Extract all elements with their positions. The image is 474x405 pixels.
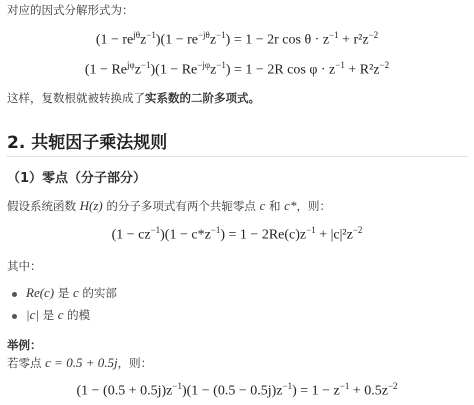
- superscript: −1: [339, 381, 350, 391]
- symbol-c-conjugate: c*: [284, 198, 297, 213]
- superscript: −1: [140, 60, 151, 70]
- intro-text: 对应的因式分解形式为：: [7, 3, 134, 17]
- bullet-math: |c|: [26, 307, 39, 322]
- superscript: −1: [146, 30, 156, 40]
- section-heading: 2. 共轭因子乘法规则: [7, 133, 168, 153]
- superscript: jφ: [127, 60, 135, 70]
- bullet-dot: [12, 314, 17, 319]
- bullet-item-real-part: [26, 285, 117, 301]
- assumption-text-4: ，则：: [296, 199, 331, 213]
- section-divider: [6, 156, 468, 157]
- superscript: −jθ: [197, 30, 210, 40]
- symbol-H: H(z): [79, 198, 103, 213]
- superscript: −1: [335, 60, 345, 70]
- superscript: −jφ: [197, 60, 211, 70]
- example-line: [7, 355, 152, 371]
- bullet-text: 是: [54, 286, 73, 300]
- subsection-heading: （1）零点（分子部分）: [7, 171, 147, 186]
- bullet-dot: [12, 292, 17, 297]
- superscript: −1: [150, 225, 161, 235]
- superscript: −1: [216, 60, 226, 70]
- superscript: −1: [282, 381, 293, 391]
- example-label: 举例：: [7, 338, 42, 352]
- summary-text: 这样，复数根就被转换成了: [7, 91, 145, 105]
- assumption-text-1: 假设系统函数: [7, 199, 80, 213]
- equation-factorization-r: $(1 - re^{j\theta}z^{-1})(1 - re^{-j\theta}z^{-1}) = 1 - 2r$ $\cos \theta \cdot z^{-1} + r^2z^{-2}$: [95, 30, 379, 48]
- superscript: −1: [216, 30, 226, 40]
- bullet-item-modulus: [26, 307, 90, 323]
- equation-factorization-R: $(1 - Re^{j\varphi}z^{-1})(1 - Re^{-j\varphi}z^{-1}) = 1 - 2R$ $\cos \varphi \cdot z^{-1} + R^2z^{-2}$: [84, 60, 390, 78]
- bullet-var: c: [57, 307, 64, 322]
- example-text: ，则：: [117, 356, 153, 370]
- summary-emphasis: 实系数的二阶多项式。: [145, 91, 260, 105]
- superscript: jθ: [133, 30, 141, 40]
- example-math: c = 0.5 + 0.5j: [45, 355, 118, 370]
- assumption-text-2: 的分子多项式有两个共轭零点: [102, 199, 260, 213]
- symbol-c: c: [259, 198, 266, 213]
- superscript: −2: [379, 60, 390, 70]
- superscript: −1: [172, 381, 182, 391]
- example-text: 若零点: [7, 356, 46, 370]
- assumption-text-3: 和: [265, 199, 285, 213]
- bullet-math: Re(c): [26, 285, 55, 300]
- bullet-var: c: [72, 285, 79, 300]
- superscript: −2: [387, 381, 398, 391]
- equation-conjugate-product: $(1 - cz^{-1})(1 - c*z^{-1}) = 1 - 2Re(c)z^{-1} + |c|^2z^{-2}$: [111, 225, 363, 243]
- bullet-text: 是: [38, 308, 58, 322]
- superscript: −1: [329, 30, 339, 40]
- bullet-text: 的模: [63, 308, 91, 322]
- summary-paragraph: [7, 90, 260, 106]
- superscript: −2: [352, 225, 363, 235]
- assumption-paragraph: [7, 198, 331, 214]
- equation-example: $(1 - (0.5 + 0.5j)z^{-1})(1 - (0.5 - 0.5j)z^{-1}) = 1 - z^{-1} + 0.5z^{-2}$: [76, 381, 398, 399]
- bullet-text: 的实部: [78, 286, 117, 300]
- superscript: −1: [306, 225, 316, 235]
- where-label: 其中：: [7, 259, 42, 273]
- superscript: −1: [210, 225, 221, 235]
- superscript: −2: [368, 30, 379, 40]
